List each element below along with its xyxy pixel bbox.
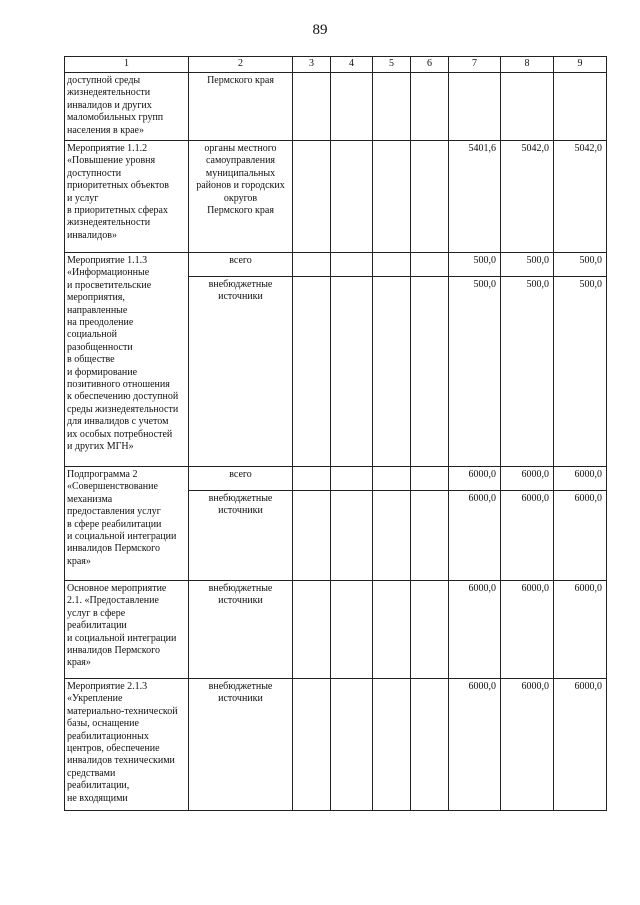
empty-cell-col-6 [411, 253, 449, 277]
empty-cell-col-6 [411, 73, 449, 141]
table-row [65, 253, 607, 277]
empty-cell-col-3 [293, 277, 331, 467]
empty-cell-col-3 [293, 73, 331, 141]
table-row [65, 141, 607, 253]
program-name-cell: Основное мероприятие 2.1. «Предоставление услуг в сфере реабилитации и социальной интеграции инвалидов Пермского края» [65, 581, 189, 679]
amount-cell-col-7: 6000,0 [449, 679, 501, 811]
executor-cell: всего [189, 467, 293, 491]
table-row [65, 73, 607, 141]
table-row [65, 581, 607, 679]
executor-cell: внебюджетные источники [189, 277, 293, 467]
amount-cell-col-7: 500,0 [449, 253, 501, 277]
empty-cell-col-3 [293, 581, 331, 679]
empty-cell-col-3 [293, 253, 331, 277]
executor-cell: органы местного самоуправления муниципальных районов и городских округов Пермского края [189, 141, 293, 253]
table-body [65, 73, 607, 811]
amount-cell-col-9: 6000,0 [554, 467, 607, 491]
amount-cell-col-9 [554, 73, 607, 141]
column-header-1: 1 [65, 57, 189, 73]
column-header-3: 3 [293, 57, 331, 73]
column-header-5: 5 [373, 57, 411, 73]
amount-cell-col-7: 6000,0 [449, 581, 501, 679]
amount-cell-col-7: 5401,6 [449, 141, 501, 253]
executor-cell: внебюджетные источники [189, 679, 293, 811]
empty-cell-col-3 [293, 679, 331, 811]
amount-cell-col-8: 500,0 [501, 253, 554, 277]
budget-table [64, 56, 607, 811]
empty-cell-col-5 [373, 73, 411, 141]
amount-cell-col-7: 500,0 [449, 277, 501, 467]
executor-cell: Пермского края [189, 73, 293, 141]
empty-cell-col-4 [331, 73, 373, 141]
amount-cell-col-7: 6000,0 [449, 491, 501, 581]
column-header-8: 8 [501, 57, 554, 73]
empty-cell-col-4 [331, 253, 373, 277]
executor-cell: внебюджетные источники [189, 491, 293, 581]
amount-cell-col-9: 500,0 [554, 253, 607, 277]
empty-cell-col-4 [331, 141, 373, 253]
empty-cell-col-6 [411, 467, 449, 491]
program-name-cell: Подпрограмма 2 «Совершенствование механизма предоставления услуг в сфере реабилитации и социальной интеграции инвалидов Пермского края» [65, 467, 189, 581]
amount-cell-col-9: 6000,0 [554, 679, 607, 811]
executor-cell: внебюджетные источники [189, 581, 293, 679]
column-header-6: 6 [411, 57, 449, 73]
empty-cell-col-3 [293, 141, 331, 253]
empty-cell-col-5 [373, 141, 411, 253]
empty-cell-col-6 [411, 581, 449, 679]
empty-cell-col-6 [411, 277, 449, 467]
table-row [65, 467, 607, 491]
amount-cell-col-9: 6000,0 [554, 581, 607, 679]
empty-cell-col-6 [411, 491, 449, 581]
amount-cell-col-9: 6000,0 [554, 491, 607, 581]
amount-cell-col-9: 5042,0 [554, 141, 607, 253]
page-number: 89 [312, 22, 328, 38]
empty-cell-col-5 [373, 253, 411, 277]
empty-cell-col-4 [331, 679, 373, 811]
column-header-9: 9 [554, 57, 607, 73]
empty-cell-col-5 [373, 581, 411, 679]
program-name-cell: Мероприятие 1.1.3 «Информационные и просветительские мероприятия, направленные на преодоление социальной разобщенности в обществе и формирование позитивного отношения к обеспечению доступной среды жизнедеятельности для инвалидов с учетом их особых потребностей и других МГН» [65, 253, 189, 467]
amount-cell-col-8: 6000,0 [501, 679, 554, 811]
amount-cell-col-8: 500,0 [501, 277, 554, 467]
empty-cell-col-4 [331, 581, 373, 679]
empty-cell-col-4 [331, 277, 373, 467]
empty-cell-col-6 [411, 679, 449, 811]
column-header-7: 7 [449, 57, 501, 73]
table-header [65, 57, 607, 73]
empty-cell-col-3 [293, 467, 331, 491]
empty-cell-col-5 [373, 679, 411, 811]
empty-cell-col-5 [373, 277, 411, 467]
empty-cell-col-4 [331, 491, 373, 581]
empty-cell-col-4 [331, 467, 373, 491]
header-row [65, 57, 607, 73]
program-name-cell: Мероприятие 2.1.3 «Укрепление материально-технической базы, оснащение реабилитационных центров, обеспечение инвалидов техническими средствами реабилитации, не входящими [65, 679, 189, 811]
amount-cell-col-7 [449, 73, 501, 141]
amount-cell-col-8: 6000,0 [501, 581, 554, 679]
empty-cell-col-3 [293, 491, 331, 581]
empty-cell-col-5 [373, 467, 411, 491]
executor-cell: всего [189, 253, 293, 277]
column-header-4: 4 [331, 57, 373, 73]
empty-cell-col-5 [373, 491, 411, 581]
amount-cell-col-8 [501, 73, 554, 141]
amount-cell-col-9: 500,0 [554, 277, 607, 467]
empty-cell-col-6 [411, 141, 449, 253]
amount-cell-col-8: 6000,0 [501, 467, 554, 491]
amount-cell-col-7: 6000,0 [449, 467, 501, 491]
amount-cell-col-8: 5042,0 [501, 141, 554, 253]
program-name-cell: Мероприятие 1.1.2 «Повышение уровня доступности приоритетных объектов и услуг в приоритетных сферах жизнедеятельности инвалидов» [65, 141, 189, 253]
column-header-2: 2 [189, 57, 293, 73]
table-row [65, 679, 607, 811]
amount-cell-col-8: 6000,0 [501, 491, 554, 581]
program-name-cell: доступной среды жизнедеятельности инвалидов и других маломобильных групп населения в крае» [65, 73, 189, 141]
